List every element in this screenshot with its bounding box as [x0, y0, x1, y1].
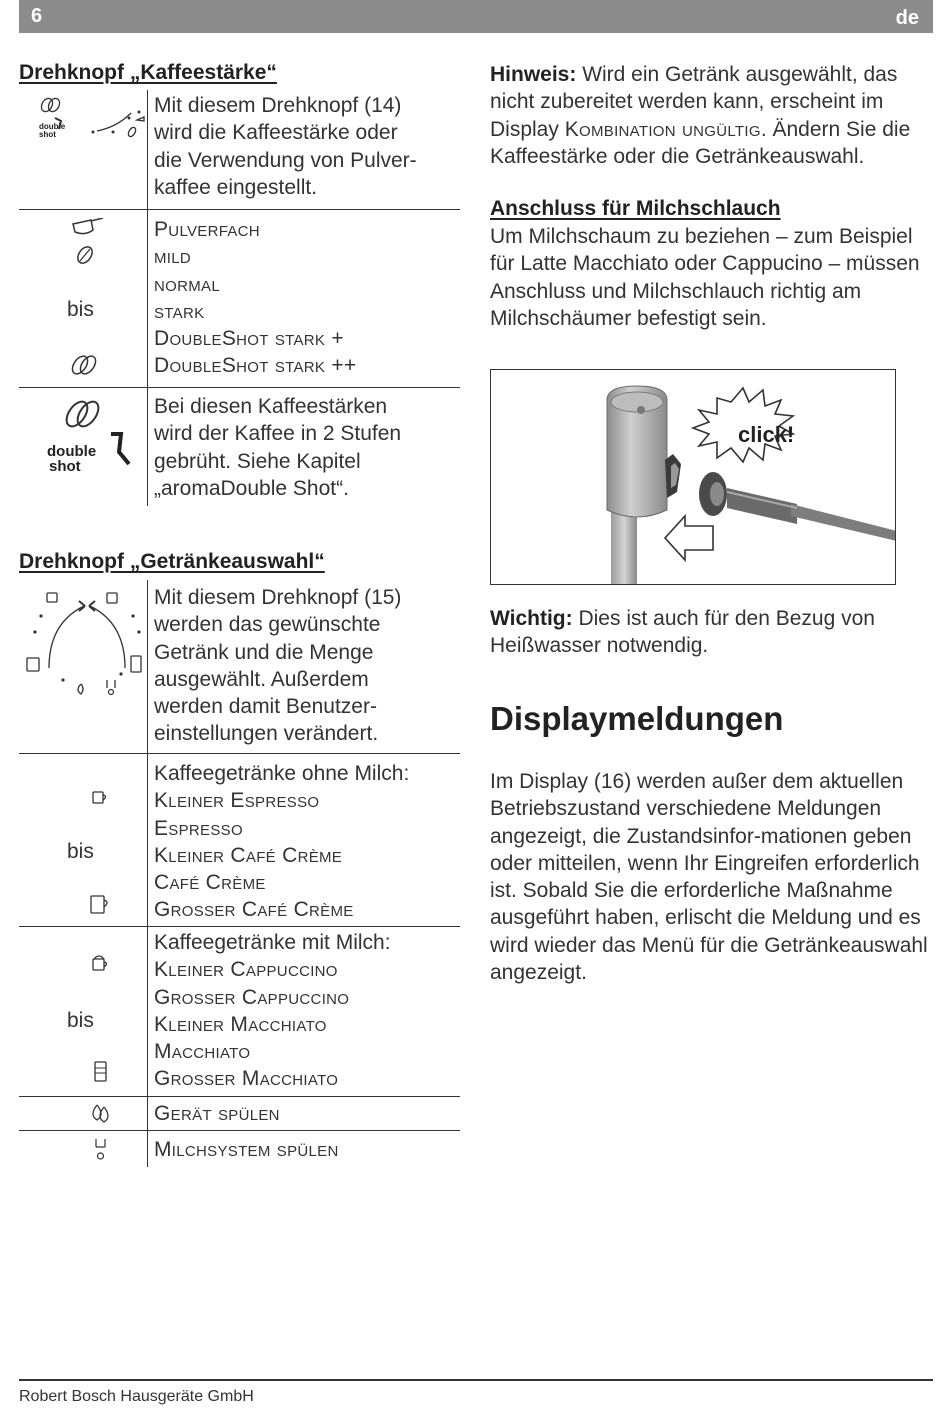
milk-frother-diagram [491, 370, 895, 584]
drink-dial-icon [25, 588, 149, 704]
option-normal: normal [154, 272, 220, 296]
rinse-label: Gerät spülen [154, 1102, 280, 1125]
milk-hose-illustration [490, 369, 896, 585]
page-number: 6 [31, 5, 43, 27]
milk-heading: Kaffeegetränke mit Milch: [154, 931, 391, 954]
section-title-displaymeldungen: Displaymeldungen [490, 700, 784, 737]
bis-label: bis [67, 840, 94, 863]
displaymeldungen-paragraph: Im Display (16) werden außer dem aktuellen Betriebszustand verschiedene Meldungen angezeigt, die Zustandsinfor-mationen geben oder mitteilen, wenn Ihr Eingreifen erforderlich ist. Sobald Sie die erforderliche Maßnahme ausgeführt haben, erlischt die Meldung und es wird wieder das Menü für die Getränkeauswahl angezeigt. [490, 770, 928, 985]
icon-column [19, 754, 148, 926]
doubleshot-text: Bei diesen Kaffeestärken wird der Kaffee in 2 Stufen gebrüht. Siehe Kapitel „aromaDouble Shot“. [154, 395, 402, 500]
hinweis-paragraph: Hinweis: Wird ein Getränk ausgewählt, das nicht zubereitet werden kann, erscheint im Display Kombination ungültig. Ändern Sie die Kaffeestärke oder die Getränkeauswahl. [490, 63, 911, 168]
drink-kleiner-cafe-creme: Kleiner Café Crème [154, 843, 343, 867]
drink-kleiner-espresso: Kleiner Espresso [154, 789, 320, 813]
drinks-milk-list [154, 927, 460, 1099]
icon-column [19, 1131, 148, 1167]
option-doubleshot-stark-plus: DoubleShot stark + [154, 327, 344, 351]
drink-cafe-creme: Café Crème [154, 871, 266, 895]
drink-kleiner-macchiato: Kleiner Macchiato [154, 1012, 327, 1036]
strength-dial-icon [29, 96, 145, 146]
drinks-no-milk-list [154, 754, 460, 930]
option-mild: mild [154, 245, 192, 269]
drink-grosser-cappuccino: Grosser Cappuccino [154, 985, 350, 1009]
page-header [19, 0, 933, 33]
water-drops-icon [89, 1102, 113, 1124]
bis-label: bis [67, 298, 94, 321]
strength-table [19, 90, 460, 506]
strength-intro-row [19, 90, 460, 210]
section-title-getraenkeauswahl: Drehknopf „Getränkeauswahl“ [19, 550, 325, 573]
drink-kleiner-cappuccino: Kleiner Cappuccino [154, 958, 338, 982]
drink-grosser-cafe-creme: Grosser Café Crème [154, 898, 354, 922]
milk-rinse-label: Milchsystem spülen [154, 1138, 339, 1161]
svg-text:shot: shot [39, 130, 56, 139]
double-shot-label: double shot [47, 443, 97, 475]
wichtig-paragraph: Wichtig: Dies ist auch für den Bezug von Heißwasser notwendig. [490, 607, 875, 658]
click-text: click! [738, 422, 795, 447]
macchiato-glass-icon [92, 1060, 110, 1084]
drink-intro-row [19, 580, 460, 754]
icon-column [19, 580, 148, 753]
icon-column [19, 927, 148, 1096]
option-pulverfach: Pulverfach [154, 218, 260, 241]
language-code: de [895, 7, 919, 29]
bean-double-icon [63, 396, 103, 432]
strength-options-list [154, 210, 460, 386]
drink-espresso: Espresso [154, 816, 243, 840]
strength-options-row [19, 210, 460, 388]
milk-nozzle-icon [93, 1137, 109, 1163]
footer-company: Robert Bosch Hausgeräte GmbH [19, 1388, 254, 1405]
footer-divider [19, 1379, 933, 1381]
no-milk-heading: Kaffeegetränke ohne Milch: [154, 762, 410, 785]
drinks-milk-row [19, 927, 460, 1097]
icon-column [19, 388, 148, 506]
option-doubleshot-stark-plusplus: DoubleShot stark ++ [154, 354, 357, 378]
bis-label: bis [67, 1009, 94, 1032]
cappuccino-cup-icon [91, 953, 111, 973]
drink-intro-text: Mit diesem Drehknopf (15) werden das gewünschte Getränk und die Menge ausgewählt. Außerdem werden damit Benutzer- einstellungen verändert. [154, 586, 402, 746]
large-cup-icon [89, 894, 113, 916]
bean-mild-icon [74, 244, 96, 266]
drink-grosser-macchiato: Grosser Macchiato [154, 1067, 339, 1091]
milk-rinse-row [19, 1131, 460, 1167]
anschluss-paragraph: Um Milchschaum zu beziehen – zum Beispiel für Latte Macchiato oder Cappucino – müssen Anschluss und Milchschlauch richtig am Milchschäumer befestigt sein. [490, 225, 920, 330]
icon-column [19, 90, 148, 209]
powder-scoop-icon [71, 218, 105, 238]
bean-strong-icon [69, 352, 99, 378]
small-cup-icon [91, 790, 111, 806]
double-shot-arrow-icon [107, 430, 135, 470]
section-title-anschluss: Anschluss für Milchschlauch [490, 197, 781, 220]
rinse-row [19, 1097, 460, 1131]
section-title-kaffeestaerke: Drehknopf „Kaffeestärke“ [19, 61, 277, 84]
drinks-no-milk-row [19, 754, 460, 927]
icon-column [19, 1097, 148, 1130]
strength-intro-text: Mit diesem Drehknopf (14) wird die Kaffeestärke oder die Verwendung von Pulver- kaffee eingestellt. [154, 94, 417, 199]
drink-table [19, 580, 460, 1167]
icon-column [19, 210, 148, 387]
svg-text:double: double [39, 122, 66, 131]
drink-macchiato: Macchiato [154, 1040, 251, 1064]
doubleshot-row [19, 388, 460, 506]
option-stark: stark [154, 299, 205, 323]
